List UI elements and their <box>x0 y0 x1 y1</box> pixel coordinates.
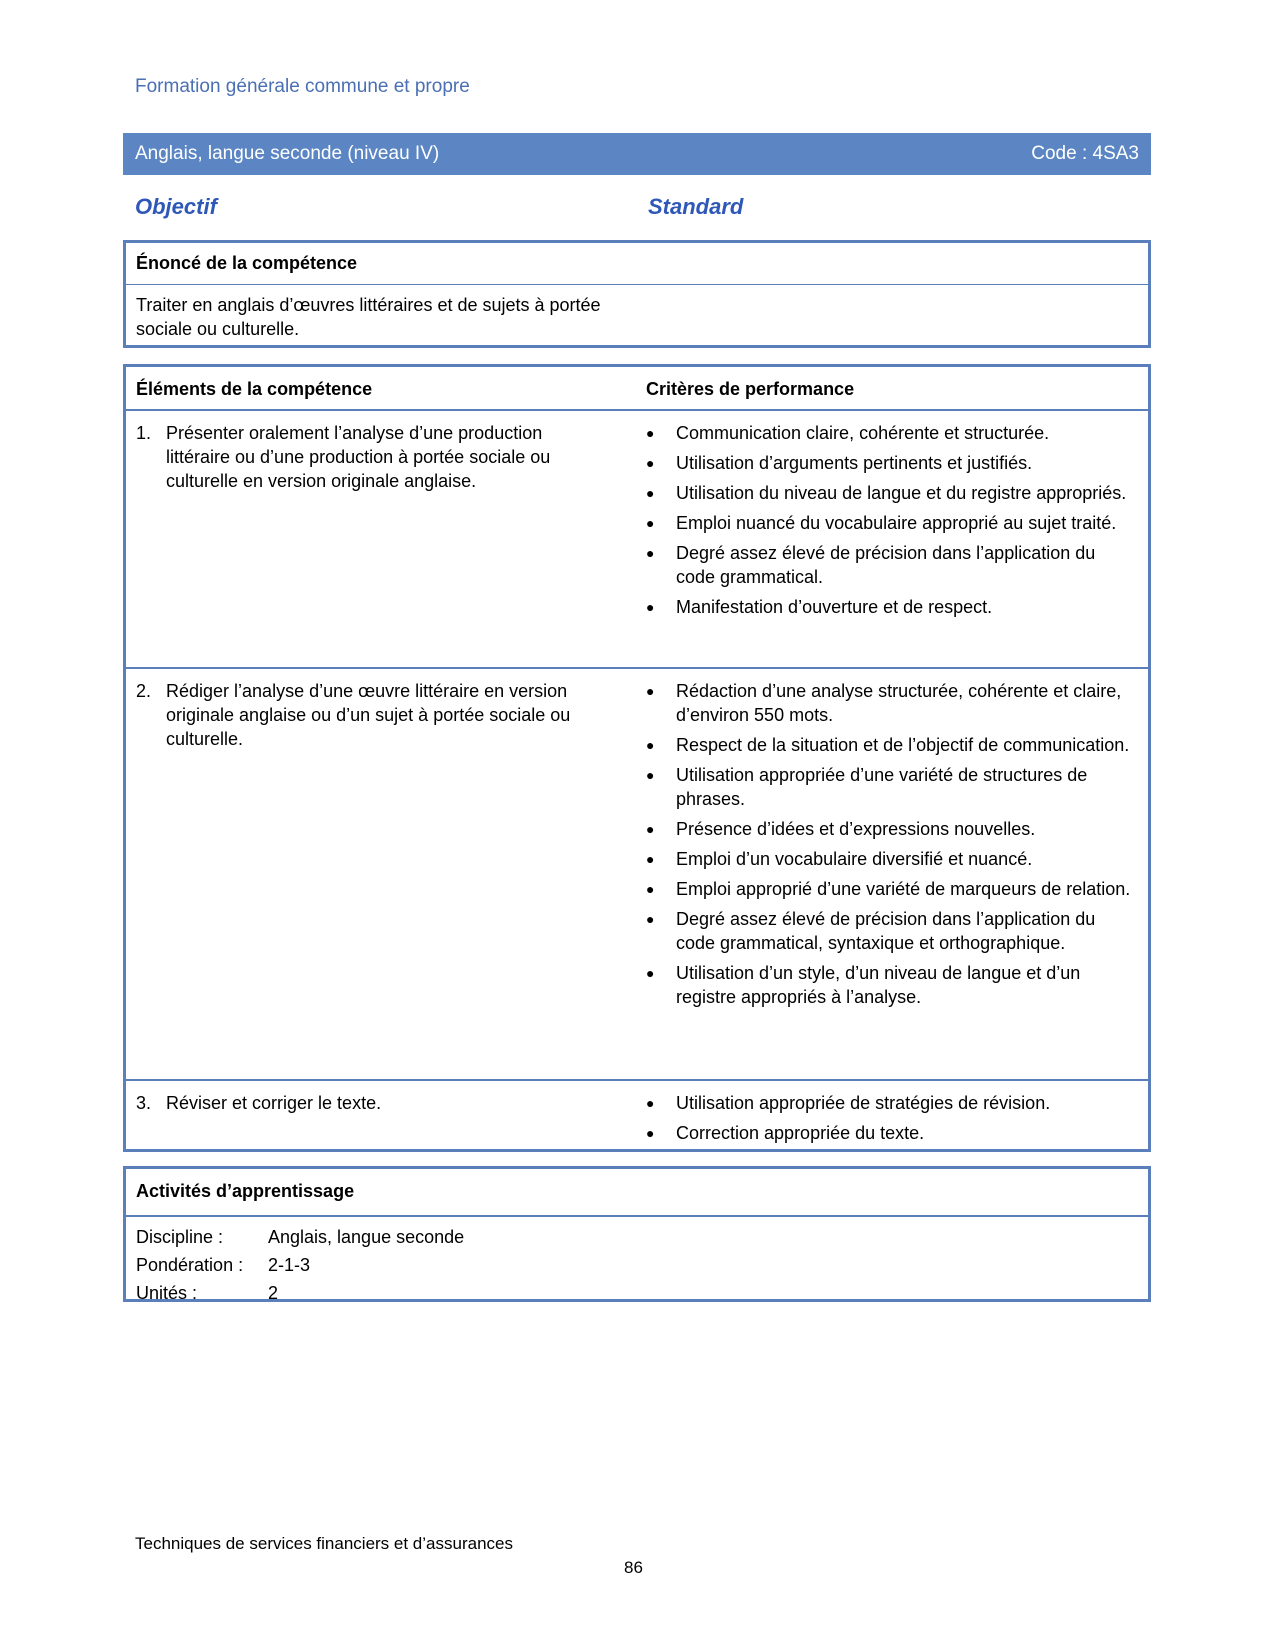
objectif-heading: Objectif <box>135 194 217 219</box>
bullet-icon: ● <box>646 821 655 837</box>
activites-box <box>123 1166 1151 1302</box>
element-number: 2. <box>136 681 152 701</box>
element-text: Présenter oralement l’analyse d’une production littéraire ou d’une production à portée sociale ou culturelle en version originale anglaise. <box>166 423 551 491</box>
course-title: Anglais, langue seconde (niveau IV) <box>135 143 440 164</box>
criteria-item: ● Communication claire, cohérente et structurée. <box>646 423 1050 443</box>
bullet-icon: ● <box>646 425 655 441</box>
footer-program: Techniques de services financiers et d’assurances <box>135 1534 513 1553</box>
criteria-item: ● Utilisation d’arguments pertinents et justifiés. <box>646 453 1033 473</box>
unites-label: Unités : <box>136 1283 198 1303</box>
criteria-item: ● Degré assez élevé de précision dans l’application du code grammatical. <box>646 543 1096 587</box>
element-text: Rédiger l’analyse d’une œuvre littéraire en version originale anglaise ou d’un sujet à portée sociale ou culturelle. <box>166 681 571 749</box>
bullet-icon: ● <box>646 485 655 501</box>
enonce-text: Traiter en anglais d’œuvres littéraires et de sujets à portée sociale ou culturelle. <box>136 295 601 339</box>
bullet-icon: ● <box>646 737 655 753</box>
bullet-icon: ● <box>646 881 655 897</box>
criteria-item: ● Présence d’idées et d’expressions nouvelles. <box>646 819 1036 839</box>
enonce-title: Énoncé de la compétence <box>126 243 1148 285</box>
discipline-value: Anglais, langue seconde <box>268 1227 465 1247</box>
criteria-item: ● Rédaction d’une analyse structurée, cohérente et claire, d’environ 550 mots. <box>646 681 1122 725</box>
element-row-1 <box>126 411 1148 669</box>
elements-header-left: Éléments de la compétence <box>136 379 373 399</box>
bullet-icon: ● <box>646 1095 655 1111</box>
ponderation-label: Pondération : <box>136 1255 244 1275</box>
element-text: Réviser et corriger le texte. <box>166 1093 382 1113</box>
criteria-item: ● Emploi approprié d’une variété de marqueurs de relation. <box>646 879 1131 899</box>
element-number: 1. <box>136 423 152 443</box>
page-number: 86 <box>624 1558 643 1577</box>
discipline-row <box>136 1223 1138 1251</box>
criteria-item: ● Respect de la situation et de l’objectif de communication. <box>646 735 1130 755</box>
criteria-item: ● Utilisation du niveau de langue et du registre appropriés. <box>646 483 1127 503</box>
activites-title: Activités d’apprentissage <box>126 1169 1148 1217</box>
bullet-icon: ● <box>646 965 655 981</box>
element-number: 3. <box>136 1093 152 1113</box>
ponderation-value: 2-1-3 <box>268 1255 311 1275</box>
criteria-item: ● Degré assez élevé de précision dans l’application du code grammatical, syntaxique et orthographique. <box>646 909 1096 953</box>
elements-table <box>123 364 1151 1152</box>
ponderation-row <box>136 1251 1138 1279</box>
course-bar <box>123 133 1151 175</box>
bullet-icon: ● <box>646 515 655 531</box>
criteria-item: ● Correction appropriée du texte. <box>646 1123 925 1143</box>
bullet-icon: ● <box>646 545 655 561</box>
criteria-item: ● Utilisation appropriée de stratégies de révision. <box>646 1093 1051 1113</box>
criteria-item: ● Utilisation d’un style, d’un niveau de langue et d’un registre appropriés à l’analyse. <box>646 963 1081 1007</box>
enonce-box <box>123 240 1151 348</box>
criteria-item: ● Utilisation appropriée d’une variété de structures de phrases. <box>646 765 1088 809</box>
section-label: Formation générale commune et propre <box>135 76 470 97</box>
course-code: Code : 4SA3 <box>1031 143 1139 164</box>
unites-row <box>136 1279 1138 1307</box>
discipline-label: Discipline : <box>136 1227 224 1247</box>
bullet-icon: ● <box>646 911 655 927</box>
element-row-2 <box>126 669 1148 1081</box>
criteria-item: ● Emploi d’un vocabulaire diversifié et nuancé. <box>646 849 1033 869</box>
elements-header-right: Critères de performance <box>646 379 855 399</box>
bullet-icon: ● <box>646 851 655 867</box>
unites-value: 2 <box>268 1283 279 1303</box>
bullet-icon: ● <box>646 683 655 699</box>
bullet-icon: ● <box>646 767 655 783</box>
criteria-list <box>646 1091 1136 1151</box>
standard-heading: Standard <box>648 194 744 219</box>
bullet-icon: ● <box>646 455 655 471</box>
criteria-list <box>646 421 1136 625</box>
criteria-list <box>646 679 1136 1015</box>
elements-header <box>126 367 1148 411</box>
element-row-3 <box>126 1081 1148 1149</box>
criteria-item: ● Emploi nuancé du vocabulaire approprié au sujet traité. <box>646 513 1117 533</box>
criteria-item: ● Manifestation d’ouverture et de respect. <box>646 597 993 617</box>
bullet-icon: ● <box>646 1125 655 1141</box>
bullet-icon: ● <box>646 599 655 615</box>
